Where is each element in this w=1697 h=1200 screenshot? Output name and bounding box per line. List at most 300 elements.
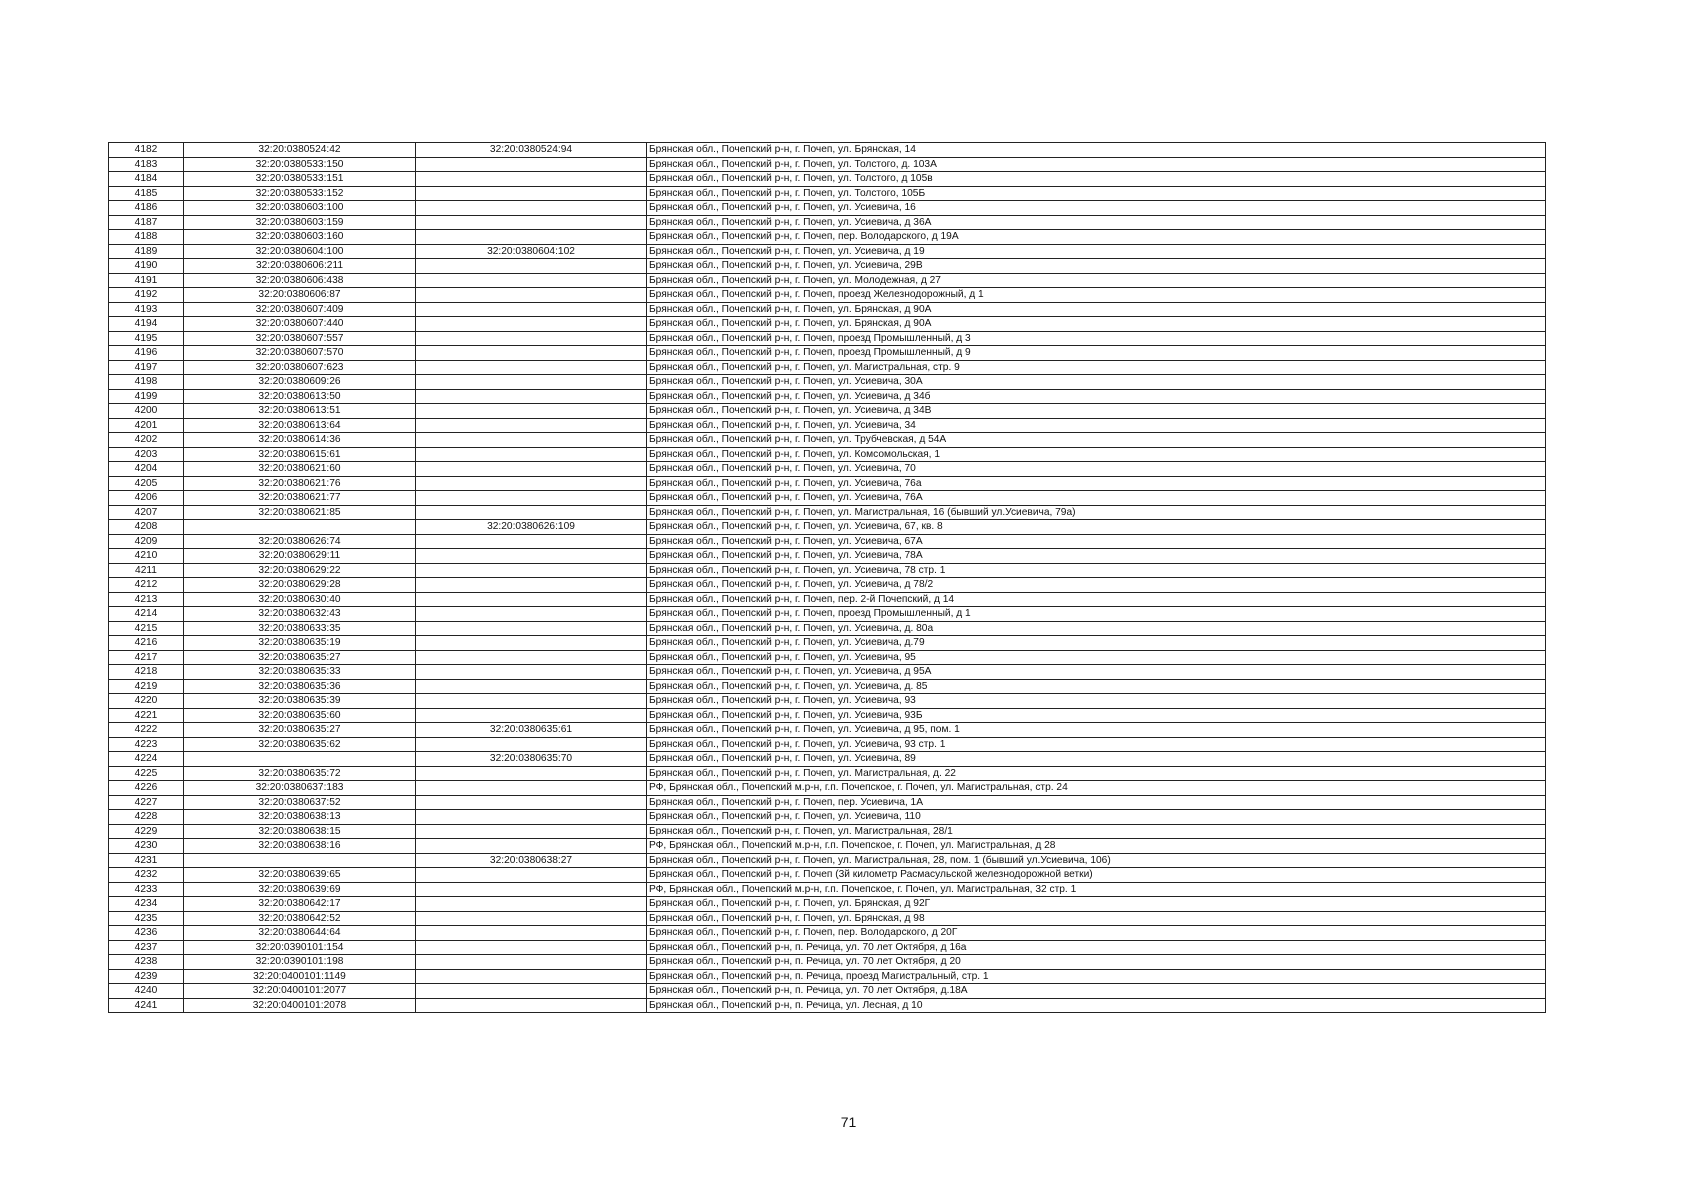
cadastral-number-cell: 32:20:0380635:19 <box>184 636 416 651</box>
row-number-cell: 4223 <box>109 737 184 752</box>
address-cell: Брянская обл., Почепский р-н, г. Почеп (3й километр Расмасульской железнодорожной ветки) <box>647 868 1546 883</box>
cadastral-number-cell: 32:20:0380635:72 <box>184 766 416 781</box>
table-row <box>109 969 1546 984</box>
table-row <box>109 679 1546 694</box>
parent-cadastral-number-cell <box>416 694 647 709</box>
table-row <box>109 549 1546 564</box>
table-row <box>109 621 1546 636</box>
cadastral-number-cell: 32:20:0380606:438 <box>184 273 416 288</box>
row-number-cell: 4203 <box>109 447 184 462</box>
cadastral-number-cell: 32:20:0380635:39 <box>184 694 416 709</box>
parent-cadastral-number-cell <box>416 259 647 274</box>
address-cell: Брянская обл., Почепский р-н, г. Почеп, ул. Магистральная, 28/1 <box>647 824 1546 839</box>
address-cell: Брянская обл., Почепский р-н, г. Почеп, ул. Усиевича, 34 <box>647 418 1546 433</box>
row-number-cell: 4224 <box>109 752 184 767</box>
cadastral-number-cell: 32:20:0380639:69 <box>184 882 416 897</box>
row-number-cell: 4186 <box>109 201 184 216</box>
parent-cadastral-number-cell <box>416 781 647 796</box>
parent-cadastral-number-cell <box>416 157 647 172</box>
cadastral-number-cell <box>184 752 416 767</box>
table-row <box>109 157 1546 172</box>
table-row <box>109 375 1546 390</box>
row-number-cell: 4212 <box>109 578 184 593</box>
cadastral-number-cell: 32:20:0380629:28 <box>184 578 416 593</box>
table-row <box>109 723 1546 738</box>
cadastral-number-cell: 32:20:0380626:74 <box>184 534 416 549</box>
table-row <box>109 592 1546 607</box>
parent-cadastral-number-cell <box>416 433 647 448</box>
address-cell: Брянская обл., Почепский р-н, п. Речица, проезд Магистральный, стр. 1 <box>647 969 1546 984</box>
row-number-cell: 4234 <box>109 897 184 912</box>
parent-cadastral-number-cell <box>416 317 647 332</box>
cadastral-number-cell: 32:20:0380533:150 <box>184 157 416 172</box>
cadastral-number-cell: 32:20:0380644:64 <box>184 926 416 941</box>
row-number-cell: 4195 <box>109 331 184 346</box>
address-cell: РФ, Брянская обл., Почепский м.р-н, г.п. Почепское, г. Почеп, ул. Магистральная, 32 стр. 1 <box>647 882 1546 897</box>
cadastral-number-cell: 32:20:0380607:440 <box>184 317 416 332</box>
table-row <box>109 244 1546 259</box>
address-cell: Брянская обл., Почепский р-н, г. Почеп, ул. Усиевича, 93Б <box>647 708 1546 723</box>
row-number-cell: 4194 <box>109 317 184 332</box>
table-row <box>109 636 1546 651</box>
address-cell: Брянская обл., Почепский р-н, г. Почеп, ул. Магистральная, 16 (бывший ул.Усиевича, 79а) <box>647 505 1546 520</box>
table-row <box>109 737 1546 752</box>
parent-cadastral-number-cell: 32:20:0380524:94 <box>416 143 647 158</box>
cadastral-number-cell: 32:20:0400101:2077 <box>184 984 416 999</box>
address-cell: Брянская обл., Почепский р-н, г. Почеп, ул. Усиевича, 93 стр. 1 <box>647 737 1546 752</box>
cadastral-number-cell: 32:20:0380635:36 <box>184 679 416 694</box>
cadastral-number-cell: 32:20:0380614:36 <box>184 433 416 448</box>
address-cell: Брянская обл., Почепский р-н, п. Речица, ул. 70 лет Октября, д 16а <box>647 940 1546 955</box>
cadastral-number-cell: 32:20:0400101:2078 <box>184 998 416 1013</box>
parent-cadastral-number-cell <box>416 592 647 607</box>
cadastral-number-cell: 32:20:0390101:198 <box>184 955 416 970</box>
address-cell: Брянская обл., Почепский р-н, п. Речица, ул. 70 лет Октября, д 20 <box>647 955 1546 970</box>
cadastral-number-cell: 32:20:0380635:62 <box>184 737 416 752</box>
row-number-cell: 4229 <box>109 824 184 839</box>
parent-cadastral-number-cell <box>416 636 647 651</box>
parent-cadastral-number-cell <box>416 665 647 680</box>
parent-cadastral-number-cell <box>416 911 647 926</box>
parent-cadastral-number-cell <box>416 418 647 433</box>
cadastral-number-cell: 32:20:0380607:623 <box>184 360 416 375</box>
table-row <box>109 882 1546 897</box>
cadastral-number-cell <box>184 853 416 868</box>
address-cell: Брянская обл., Почепский р-н, г. Почеп, ул. Магистральная, д. 22 <box>647 766 1546 781</box>
cadastral-number-cell: 32:20:0380638:13 <box>184 810 416 825</box>
address-cell: Брянская обл., Почепский р-н, г. Почеп, ул. Усиевича, 67А <box>647 534 1546 549</box>
cadastral-number-cell: 32:20:0400101:1149 <box>184 969 416 984</box>
cadastral-number-cell: 32:20:0380621:77 <box>184 491 416 506</box>
address-cell: Брянская обл., Почепский р-н, г. Почеп, ул. Усиевича, д 19 <box>647 244 1546 259</box>
address-cell: Брянская обл., Почепский р-н, г. Почеп, ул. Усиевича, 70 <box>647 462 1546 477</box>
parent-cadastral-number-cell <box>416 186 647 201</box>
cadastral-number-cell: 32:20:0380604:100 <box>184 244 416 259</box>
parent-cadastral-number-cell <box>416 201 647 216</box>
cadastral-number-cell: 32:20:0380642:52 <box>184 911 416 926</box>
table-row <box>109 926 1546 941</box>
parent-cadastral-number-cell <box>416 810 647 825</box>
cadastral-number-cell: 32:20:0380613:51 <box>184 404 416 419</box>
table-row <box>109 665 1546 680</box>
row-number-cell: 4213 <box>109 592 184 607</box>
row-number-cell: 4197 <box>109 360 184 375</box>
address-cell: Брянская обл., Почепский р-н, п. Речица, ул. 70 лет Октября, д.18А <box>647 984 1546 999</box>
parent-cadastral-number-cell <box>416 302 647 317</box>
cadastral-number-cell: 32:20:0380633:35 <box>184 621 416 636</box>
cadastral-number-cell: 32:20:0380606:211 <box>184 259 416 274</box>
parent-cadastral-number-cell <box>416 824 647 839</box>
parent-cadastral-number-cell <box>416 331 647 346</box>
cadastral-number-cell: 32:20:0380621:85 <box>184 505 416 520</box>
cadastral-number-cell: 32:20:0380621:60 <box>184 462 416 477</box>
row-number-cell: 4198 <box>109 375 184 390</box>
cadastral-number-cell: 32:20:0380637:52 <box>184 795 416 810</box>
address-cell: Брянская обл., Почепский р-н, г. Почеп, ул. Толстого, д. 103А <box>647 157 1546 172</box>
address-cell: Брянская обл., Почепский р-н, г. Почеп, проезд Железнодорожный, д 1 <box>647 288 1546 303</box>
row-number-cell: 4183 <box>109 157 184 172</box>
address-cell: Брянская обл., Почепский р-н, г. Почеп, ул. Брянская, д 90А <box>647 317 1546 332</box>
address-cell: Брянская обл., Почепский р-н, г. Почеп, ул. Усиевича, д 95А <box>647 665 1546 680</box>
parent-cadastral-number-cell <box>416 955 647 970</box>
parent-cadastral-number-cell <box>416 404 647 419</box>
parent-cadastral-number-cell <box>416 621 647 636</box>
parent-cadastral-number-cell <box>416 172 647 187</box>
address-cell: Брянская обл., Почепский р-н, г. Почеп, ул. Брянская, 14 <box>647 143 1546 158</box>
cadastral-number-cell: 32:20:0380613:64 <box>184 418 416 433</box>
row-number-cell: 4192 <box>109 288 184 303</box>
parent-cadastral-number-cell <box>416 375 647 390</box>
row-number-cell: 4225 <box>109 766 184 781</box>
table-row <box>109 288 1546 303</box>
page-number: 71 <box>840 1114 857 1130</box>
parent-cadastral-number-cell <box>416 273 647 288</box>
row-number-cell: 4196 <box>109 346 184 361</box>
table-row <box>109 781 1546 796</box>
row-number-cell: 4227 <box>109 795 184 810</box>
row-number-cell: 4187 <box>109 215 184 230</box>
address-cell: Брянская обл., Почепский р-н, г. Почеп, ул. Усиевича, 16 <box>647 201 1546 216</box>
row-number-cell: 4206 <box>109 491 184 506</box>
address-cell: Брянская обл., Почепский р-н, г. Почеп, ул. Брянская, д 98 <box>647 911 1546 926</box>
parent-cadastral-number-cell <box>416 607 647 622</box>
table-row <box>109 897 1546 912</box>
row-number-cell: 4200 <box>109 404 184 419</box>
parent-cadastral-number-cell <box>416 491 647 506</box>
parent-cadastral-number-cell: 32:20:0380635:61 <box>416 723 647 738</box>
table-row <box>109 824 1546 839</box>
address-cell: Брянская обл., Почепский р-н, г. Почеп, ул. Толстого, 105Б <box>647 186 1546 201</box>
table-row <box>109 839 1546 854</box>
table-row <box>109 853 1546 868</box>
address-cell: Брянская обл., Почепский р-н, г. Почеп, ул. Трубчевская, д 54А <box>647 433 1546 448</box>
address-cell: Брянская обл., Почепский р-н, г. Почеп, ул. Усиевича, д.79 <box>647 636 1546 651</box>
parent-cadastral-number-cell <box>416 563 647 578</box>
table-row <box>109 578 1546 593</box>
row-number-cell: 4222 <box>109 723 184 738</box>
cadastral-number-cell: 32:20:0380639:65 <box>184 868 416 883</box>
table-row <box>109 752 1546 767</box>
parent-cadastral-number-cell <box>416 360 647 375</box>
row-number-cell: 4205 <box>109 476 184 491</box>
row-number-cell: 4231 <box>109 853 184 868</box>
table-row <box>109 317 1546 332</box>
parent-cadastral-number-cell <box>416 650 647 665</box>
row-number-cell: 4221 <box>109 708 184 723</box>
parent-cadastral-number-cell <box>416 839 647 854</box>
row-number-cell: 4232 <box>109 868 184 883</box>
row-number-cell: 4235 <box>109 911 184 926</box>
table-row <box>109 940 1546 955</box>
table-row <box>109 998 1546 1013</box>
parent-cadastral-number-cell <box>416 708 647 723</box>
row-number-cell: 4189 <box>109 244 184 259</box>
parent-cadastral-number-cell <box>416 897 647 912</box>
row-number-cell: 4199 <box>109 389 184 404</box>
address-cell: Брянская обл., Почепский р-н, г. Почеп, пер. Володарского, д 19А <box>647 230 1546 245</box>
row-number-cell: 4209 <box>109 534 184 549</box>
table-row <box>109 607 1546 622</box>
cadastral-number-cell: 32:20:0380609:26 <box>184 375 416 390</box>
table-row <box>109 708 1546 723</box>
table-row <box>109 143 1546 158</box>
table-row <box>109 418 1546 433</box>
address-cell: Брянская обл., Почепский р-н, г. Почеп, ул. Усиевича, 76А <box>647 491 1546 506</box>
address-cell: Брянская обл., Почепский р-н, г. Почеп, ул. Усиевича, 89 <box>647 752 1546 767</box>
table-row <box>109 795 1546 810</box>
table-row <box>109 186 1546 201</box>
address-cell: Брянская обл., Почепский р-н, г. Почеп, проезд Промышленный, д 9 <box>647 346 1546 361</box>
address-cell: Брянская обл., Почепский р-н, п. Речица, ул. Лесная, д 10 <box>647 998 1546 1013</box>
address-cell: Брянская обл., Почепский р-н, г. Почеп, ул. Усиевича, д 36А <box>647 215 1546 230</box>
table-row <box>109 273 1546 288</box>
cadastral-number-cell: 32:20:0380606:87 <box>184 288 416 303</box>
parent-cadastral-number-cell <box>416 795 647 810</box>
address-cell: Брянская обл., Почепский р-н, г. Почеп, ул. Усиевича, д 78/2 <box>647 578 1546 593</box>
address-cell: Брянская обл., Почепский р-н, г. Почеп, ул. Магистральная, 28, пом. 1 (бывший ул.Усиевича, 106) <box>647 853 1546 868</box>
parent-cadastral-number-cell <box>416 389 647 404</box>
cadastral-number-cell: 32:20:0380635:27 <box>184 723 416 738</box>
row-number-cell: 4188 <box>109 230 184 245</box>
cadastral-number-cell: 32:20:0380603:100 <box>184 201 416 216</box>
row-number-cell: 4185 <box>109 186 184 201</box>
parent-cadastral-number-cell <box>416 868 647 883</box>
row-number-cell: 4214 <box>109 607 184 622</box>
parent-cadastral-number-cell <box>416 447 647 462</box>
table-row <box>109 389 1546 404</box>
row-number-cell: 4240 <box>109 984 184 999</box>
table-row <box>109 491 1546 506</box>
table-row <box>109 462 1546 477</box>
table-row <box>109 911 1546 926</box>
parent-cadastral-number-cell <box>416 940 647 955</box>
parent-cadastral-number-cell: 32:20:0380638:27 <box>416 853 647 868</box>
row-number-cell: 4236 <box>109 926 184 941</box>
parent-cadastral-number-cell <box>416 534 647 549</box>
parent-cadastral-number-cell <box>416 679 647 694</box>
table-row <box>109 520 1546 535</box>
table-row <box>109 360 1546 375</box>
row-number-cell: 4211 <box>109 563 184 578</box>
cadastral-number-cell: 32:20:0380638:15 <box>184 824 416 839</box>
table-row <box>109 201 1546 216</box>
table-row <box>109 694 1546 709</box>
cadastral-number-cell: 32:20:0380533:151 <box>184 172 416 187</box>
cadastral-number-cell: 32:20:0380630:40 <box>184 592 416 607</box>
address-cell: Брянская обл., Почепский р-н, г. Почеп, ул. Усиевича, 95 <box>647 650 1546 665</box>
cadastral-number-cell: 32:20:0380607:570 <box>184 346 416 361</box>
parent-cadastral-number-cell <box>416 926 647 941</box>
row-number-cell: 4241 <box>109 998 184 1013</box>
address-cell: Брянская обл., Почепский р-н, г. Почеп, проезд Промышленный, д 3 <box>647 331 1546 346</box>
address-cell: Брянская обл., Почепский р-н, г. Почеп, ул. Комсомольская, 1 <box>647 447 1546 462</box>
cadastral-number-cell: 32:20:0380603:160 <box>184 230 416 245</box>
row-number-cell: 4230 <box>109 839 184 854</box>
table-row <box>109 810 1546 825</box>
cadastral-number-cell: 32:20:0380533:152 <box>184 186 416 201</box>
row-number-cell: 4238 <box>109 955 184 970</box>
table-row <box>109 534 1546 549</box>
row-number-cell: 4207 <box>109 505 184 520</box>
row-number-cell: 4226 <box>109 781 184 796</box>
row-number-cell: 4202 <box>109 433 184 448</box>
parent-cadastral-number-cell <box>416 346 647 361</box>
cadastral-number-cell: 32:20:0380603:159 <box>184 215 416 230</box>
cadastral-number-cell: 32:20:0380635:60 <box>184 708 416 723</box>
row-number-cell: 4182 <box>109 143 184 158</box>
row-number-cell: 4215 <box>109 621 184 636</box>
parent-cadastral-number-cell: 32:20:0380626:109 <box>416 520 647 535</box>
parent-cadastral-number-cell <box>416 215 647 230</box>
row-number-cell: 4208 <box>109 520 184 535</box>
table-row <box>109 505 1546 520</box>
address-cell: Брянская обл., Почепский р-н, г. Почеп, ул. Усиевича, д. 80а <box>647 621 1546 636</box>
address-cell: Брянская обл., Почепский р-н, г. Почеп, проезд Промышленный, д 1 <box>647 607 1546 622</box>
parent-cadastral-number-cell <box>416 230 647 245</box>
parent-cadastral-number-cell <box>416 476 647 491</box>
address-cell: Брянская обл., Почепский р-н, г. Почеп, пер. Усиевича, 1А <box>647 795 1546 810</box>
parent-cadastral-number-cell <box>416 288 647 303</box>
table-row <box>109 346 1546 361</box>
cadastral-number-cell: 32:20:0380642:17 <box>184 897 416 912</box>
table-row <box>109 331 1546 346</box>
address-cell: Брянская обл., Почепский р-н, г. Почеп, ул. Усиевича, 29В <box>647 259 1546 274</box>
address-cell: Брянская обл., Почепский р-н, г. Почеп, ул. Брянская, д 92Г <box>647 897 1546 912</box>
address-cell: Брянская обл., Почепский р-н, г. Почеп, ул. Усиевича, д 34В <box>647 404 1546 419</box>
row-number-cell: 4210 <box>109 549 184 564</box>
address-cell: Брянская обл., Почепский р-н, г. Почеп, ул. Усиевича, 30А <box>647 375 1546 390</box>
address-cell: Брянская обл., Почепский р-н, г. Почеп, ул. Брянская, д 90А <box>647 302 1546 317</box>
row-number-cell: 4228 <box>109 810 184 825</box>
cadastral-number-cell: 32:20:0380607:409 <box>184 302 416 317</box>
address-cell: Брянская обл., Почепский р-н, г. Почеп, ул. Усиевича, 93 <box>647 694 1546 709</box>
cadastral-number-cell: 32:20:0390101:154 <box>184 940 416 955</box>
parent-cadastral-number-cell <box>416 737 647 752</box>
row-number-cell: 4204 <box>109 462 184 477</box>
parent-cadastral-number-cell <box>416 462 647 477</box>
cadastral-number-cell: 32:20:0380629:22 <box>184 563 416 578</box>
address-cell: Брянская обл., Почепский р-н, г. Почеп, ул. Магистральная, стр. 9 <box>647 360 1546 375</box>
address-cell: Брянская обл., Почепский р-н, г. Почеп, ул. Усиевича, д. 85 <box>647 679 1546 694</box>
address-cell: Брянская обл., Почепский р-н, г. Почеп, пер. 2-й Почепский, д 14 <box>647 592 1546 607</box>
table-row <box>109 447 1546 462</box>
registry-table <box>108 142 1546 1013</box>
cadastral-number-cell: 32:20:0380621:76 <box>184 476 416 491</box>
row-number-cell: 4217 <box>109 650 184 665</box>
address-cell: Брянская обл., Почепский р-н, г. Почеп, пер. Володарского, д 20Г <box>647 926 1546 941</box>
row-number-cell: 4237 <box>109 940 184 955</box>
address-cell: Брянская обл., Почепский р-н, г. Почеп, ул. Усиевича, д 34б <box>647 389 1546 404</box>
table-row <box>109 230 1546 245</box>
row-number-cell: 4191 <box>109 273 184 288</box>
cadastral-number-cell: 32:20:0380524:42 <box>184 143 416 158</box>
cadastral-number-cell: 32:20:0380638:16 <box>184 839 416 854</box>
parent-cadastral-number-cell <box>416 505 647 520</box>
row-number-cell: 4193 <box>109 302 184 317</box>
parent-cadastral-number-cell <box>416 766 647 781</box>
table-row <box>109 302 1546 317</box>
cadastral-number-cell: 32:20:0380635:27 <box>184 650 416 665</box>
cadastral-number-cell: 32:20:0380637:183 <box>184 781 416 796</box>
parent-cadastral-number-cell: 32:20:0380635:70 <box>416 752 647 767</box>
parent-cadastral-number-cell <box>416 984 647 999</box>
address-cell: РФ, Брянская обл., Почепский м.р-н, г.п. Почепское, г. Почеп, ул. Магистральная, д 28 <box>647 839 1546 854</box>
cadastral-number-cell: 32:20:0380635:33 <box>184 665 416 680</box>
cadastral-number-cell: 32:20:0380607:557 <box>184 331 416 346</box>
row-number-cell: 4218 <box>109 665 184 680</box>
row-number-cell: 4201 <box>109 418 184 433</box>
parent-cadastral-number-cell <box>416 882 647 897</box>
address-cell: Брянская обл., Почепский р-н, г. Почеп, ул. Усиевича, 76а <box>647 476 1546 491</box>
table-row <box>109 650 1546 665</box>
table-row <box>109 404 1546 419</box>
row-number-cell: 4216 <box>109 636 184 651</box>
row-number-cell: 4220 <box>109 694 184 709</box>
cadastral-number-cell <box>184 520 416 535</box>
table-row <box>109 955 1546 970</box>
row-number-cell: 4233 <box>109 882 184 897</box>
parent-cadastral-number-cell <box>416 969 647 984</box>
table-row <box>109 172 1546 187</box>
parent-cadastral-number-cell <box>416 549 647 564</box>
address-cell: Брянская обл., Почепский р-н, г. Почеп, ул. Молодежная, д 27 <box>647 273 1546 288</box>
table-row <box>109 476 1546 491</box>
cadastral-number-cell: 32:20:0380613:50 <box>184 389 416 404</box>
address-cell: Брянская обл., Почепский р-н, г. Почеп, ул. Усиевича, 110 <box>647 810 1546 825</box>
cadastral-number-cell: 32:20:0380615:61 <box>184 447 416 462</box>
cadastral-number-cell: 32:20:0380632:43 <box>184 607 416 622</box>
parent-cadastral-number-cell: 32:20:0380604:102 <box>416 244 647 259</box>
address-cell: Брянская обл., Почепский р-н, г. Почеп, ул. Усиевича, 78 стр. 1 <box>647 563 1546 578</box>
row-number-cell: 4239 <box>109 969 184 984</box>
address-cell: Брянская обл., Почепский р-н, г. Почеп, ул. Усиевича, д 95, пом. 1 <box>647 723 1546 738</box>
address-cell: Брянская обл., Почепский р-н, г. Почеп, ул. Усиевича, 67, кв. 8 <box>647 520 1546 535</box>
table-row <box>109 259 1546 274</box>
row-number-cell: 4190 <box>109 259 184 274</box>
address-cell: Брянская обл., Почепский р-н, г. Почеп, ул. Усиевича, 78А <box>647 549 1546 564</box>
table-row <box>109 215 1546 230</box>
cadastral-number-cell: 32:20:0380629:11 <box>184 549 416 564</box>
table-row <box>109 868 1546 883</box>
parent-cadastral-number-cell <box>416 578 647 593</box>
address-cell: РФ, Брянская обл., Почепский м.р-н, г.п. Почепское, г. Почеп, ул. Магистральная, стр. 24 <box>647 781 1546 796</box>
row-number-cell: 4219 <box>109 679 184 694</box>
table-row <box>109 563 1546 578</box>
table-row <box>109 984 1546 999</box>
parent-cadastral-number-cell <box>416 998 647 1013</box>
registry-table-body <box>109 143 1546 1013</box>
row-number-cell: 4184 <box>109 172 184 187</box>
